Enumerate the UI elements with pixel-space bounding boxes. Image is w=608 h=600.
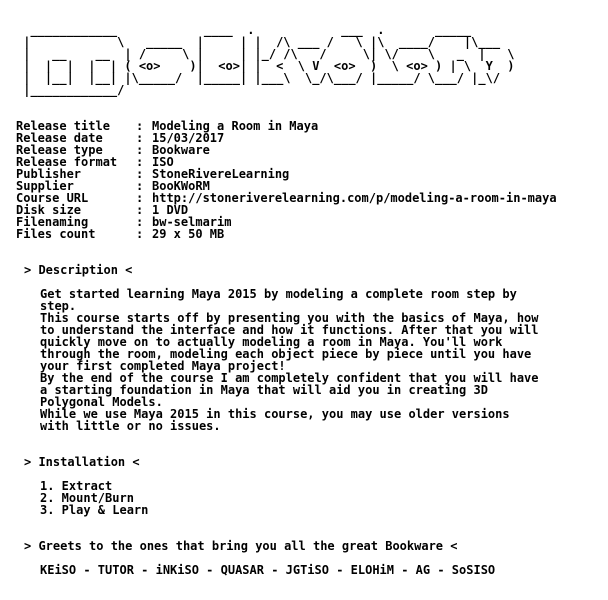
info-key: Supplier — [16, 179, 74, 193]
description-line: through the room, modeling each object piece by piece until you have — [40, 347, 532, 361]
greets-groups: KEiSO - TUTOR - iNKiSO - QUASAR - JGTiSO - ELOHiM - AG - SoSISO — [40, 563, 496, 577]
installation-step: 3. Play & Learn — [40, 503, 149, 517]
description-line: Get started learning Maya 2015 by modeling a complete room step by — [40, 287, 517, 301]
course-url-link[interactable]: http://stoneriverelearning.com/p/modeling-a-room-in-maya — [152, 191, 557, 205]
info-value: 29 x 50 MB — [152, 227, 225, 241]
description-line: This course starts off by presenting you with the basics of Maya, how — [40, 311, 539, 325]
info-value: Bookware — [152, 143, 210, 157]
info-row-publisher — [16, 168, 608, 180]
info-value: Modeling a Room in Maya — [152, 119, 319, 133]
info-row-release-format — [16, 156, 608, 168]
info-separator: : — [136, 167, 144, 181]
info-row-filenaming — [16, 216, 608, 228]
info-value: 1 DVD — [152, 203, 189, 217]
logo-line: |____________/ — [16, 83, 515, 97]
info-key: Release date — [16, 131, 103, 145]
info-key: Disk size — [16, 203, 82, 217]
description-heading: > Description < — [24, 263, 133, 277]
logo-line: | | | | | ( <o> )| <o>| | < \ V <o> ) \ <o> ) | \ Y ) — [16, 59, 515, 73]
info-key: Publisher — [16, 167, 82, 181]
info-separator: : — [136, 227, 144, 241]
description-line: to understand the interface and how it functions. After that you will — [40, 323, 539, 337]
logo-line: ____________ ____ . ___ . _____ — [16, 23, 515, 37]
description-line: By the end of the course I am completely confident that you will have — [40, 371, 539, 385]
info-row-course-url — [16, 192, 608, 204]
logo-line: | __ __ | / \ | | |_/ /\ / \| \/ \ _ | \ — [16, 47, 515, 61]
info-key: Files count — [16, 227, 96, 241]
info-separator: : — [136, 155, 144, 169]
info-row-disk-size — [16, 204, 608, 216]
info-value: StoneRivereLearning — [152, 167, 290, 181]
installation-step: 1. Extract — [40, 479, 113, 493]
release-info — [16, 120, 608, 240]
greets-heading: > Greets to the ones that bring you all the great Bookware < — [24, 539, 458, 553]
description-line: with little or no issues. — [40, 419, 221, 433]
installation-heading: > Installation < — [24, 455, 140, 469]
info-key: Release title — [16, 119, 110, 133]
description-line: Polygonal Models. — [40, 395, 163, 409]
info-row-files-count — [16, 228, 608, 240]
bookworm-ascii-logo — [16, 24, 515, 96]
info-separator: : — [136, 191, 144, 205]
info-separator: : — [136, 215, 144, 229]
info-value: 15/03/2017 — [152, 131, 225, 145]
logo-line: | \ _____ | | | /\ ___ / \ |\ ____/ |\___ — [16, 35, 508, 49]
info-separator: : — [136, 179, 144, 193]
logo-line: | |__| |__| |\_____/ |_____| |___\ \_/\___/ |_____/ \___/ |_\/ — [16, 71, 508, 85]
description-line: your first completed Maya project! — [40, 359, 286, 373]
description-line: step. — [40, 299, 77, 313]
description-body — [40, 288, 600, 432]
info-key: Release type — [16, 143, 103, 157]
info-separator: : — [136, 203, 144, 217]
installation-step: 2. Mount/Burn — [40, 491, 134, 505]
info-key: Filenaming — [16, 215, 89, 229]
description-line: quickly move on to actually modeling a room in Maya. You'll work — [40, 335, 503, 349]
info-separator: : — [136, 131, 144, 145]
description-line: While we use Maya 2015 in this course, you may use older versions — [40, 407, 510, 421]
info-row-release-title — [16, 120, 608, 132]
info-separator: : — [136, 119, 144, 133]
info-key: Release format — [16, 155, 118, 169]
info-key: Course URL — [16, 191, 89, 205]
info-separator: : — [136, 143, 144, 157]
description-line: a starting foundation in Maya that will aid you in creating 3D — [40, 383, 488, 397]
info-row-release-date — [16, 132, 608, 144]
installation-steps — [40, 480, 148, 516]
info-value: ISO — [152, 155, 174, 169]
info-value: bw-selmarim — [152, 215, 232, 229]
info-value: BooKWoRM — [152, 179, 210, 193]
